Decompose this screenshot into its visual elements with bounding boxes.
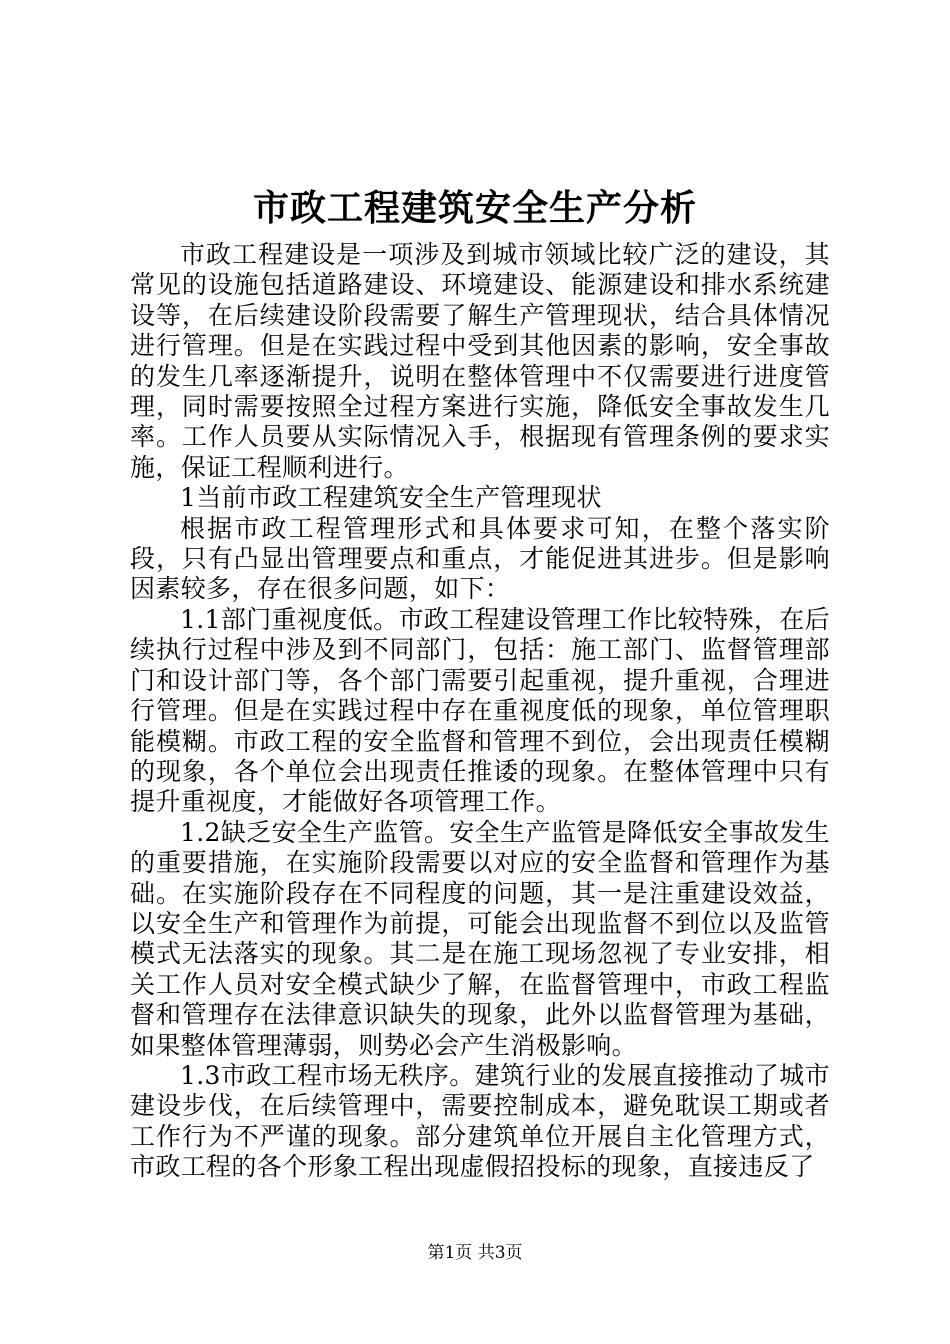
section-1-paragraph: 根据市政工程管理形式和具体要求可知，在整个落实阶段，只有凸显出管理要点和重点，才能促进其进步。但是影响因素较多，存在很多问题，如下： — [130, 513, 830, 604]
document-title: 市政工程建筑安全生产分析 — [252, 187, 697, 229]
subsection-1-2-paragraph: 1.2缺乏安全生产监管。安全生产监管是降低安全事故发生的重要措施，在实施阶段需要以对应的安全监督和管理作为基础。在实施阶段存在不同程度的问题，其一是注重建设效益，以安全生产和管理作为前提，可能会出现监督不到位以及监管模式无法落实的现象。其二是在施工现场忽视了专业安排，相关工作人员对安全模式缺少了解，在监督管理中，市政工程监督和管理存在法律意识缺失的现象，此外以监督管理为基础，如果整体管理薄弱，则势必会产生消极影响。 — [130, 817, 830, 1060]
subsection-1-1-paragraph: 1.1部门重视度低。市政工程建设管理工作比较特殊，在后续执行过程中涉及到不同部门，包括：施工部门、监督管理部门和设计部门等，各个部门需要引起重视，提升重视，合理进行管理。但是在实践过程中存在重视度低的现象，单位管理职能模糊。市政工程的安全监督和管理不到位，会出现责任模糊的现象，各个单位会出现责任推诿的现象。在整体管理中只有提升重视度，才能做好各项管理工作。 — [130, 604, 830, 817]
page-footer: 第1页 共3页 — [427, 1243, 523, 1263]
document-body — [130, 240, 830, 1183]
intro-paragraph: 市政工程建设是一项涉及到城市领域比较广泛的建设，其常见的设施包括道路建设、环境建设、能源建设和排水系统建设等，在后续建设阶段需要了解生产管理现状，结合具体情况进行管理。但是在实践过程中受到其他因素的影响，安全事故的发生几率逐渐提升，说明在整体管理中不仅需要进行进度管理，同时需要按照全过程方案进行实施，降低安全事故发生几率。工作人员要从实际情况入手，根据现有管理条例的要求实施，保证工程顺利进行。 — [130, 240, 830, 482]
subsection-1-3-paragraph: 1.3市政工程市场无秩序。建筑行业的发展直接推动了城市建设步伐，在后续管理中，需要控制成本，避免耽误工期或者工作行为不严谨的现象。部分建筑单位开展自主化管理方式，市政工程的各个形象工程出现虚假招投标的现象，直接违反了 — [130, 1060, 830, 1182]
section-heading-1: 1当前市政工程建筑安全生产管理现状 — [180, 483, 602, 513]
